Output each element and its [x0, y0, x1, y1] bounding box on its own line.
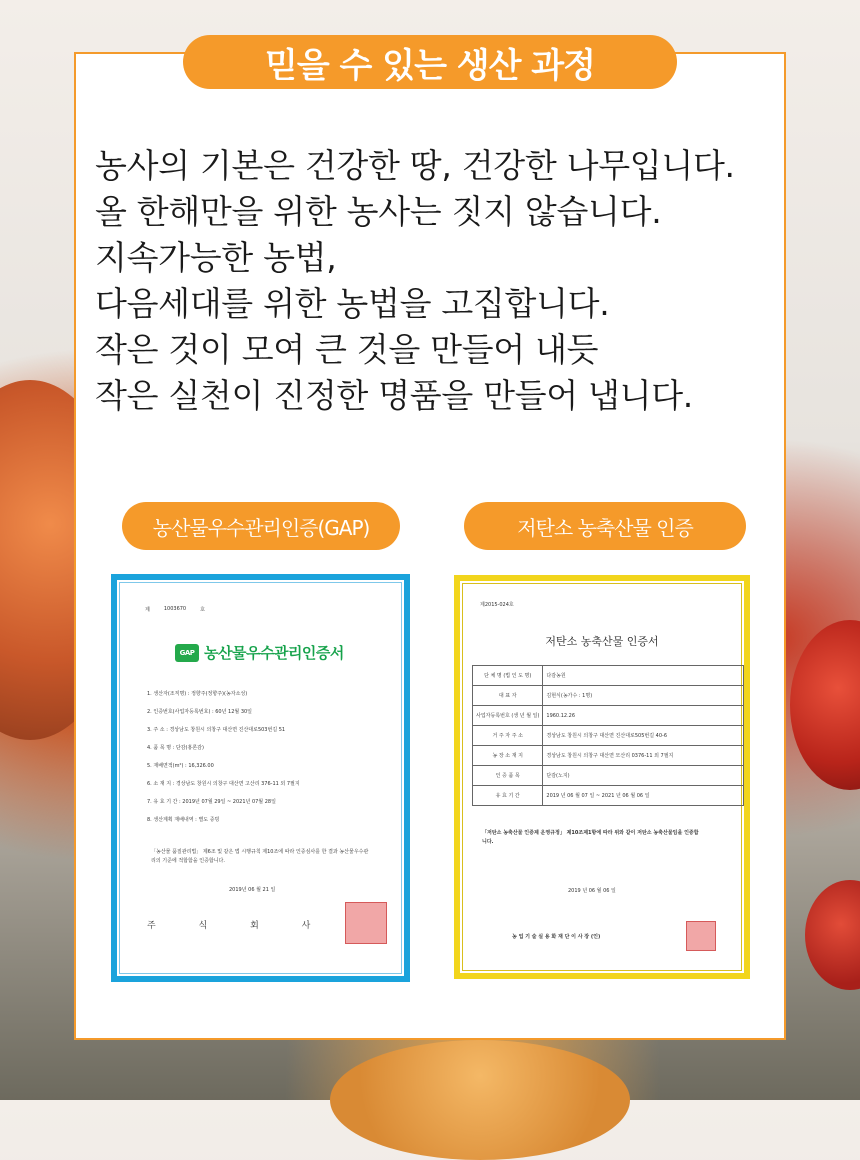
gap-cert-heading: 농산물우수관리인증서: [204, 644, 344, 662]
background-tomato-right-lower: [805, 880, 860, 990]
intro-line: 작은 것이 모여 큰 것을 만들어 내듯: [95, 330, 599, 369]
table-row: [473, 686, 744, 706]
cert-field: 1. 생산자(조직명) : 정향주(정향주)(농자소성): [147, 691, 248, 697]
intro-line: 지속가능한 농법,: [95, 238, 337, 277]
gap-cert-notice: 「농산물 품질관리법」 제6조 및 같은 법 시행규칙 제10조에 따라 인증심사를 한 결과 농산물우수관리의 기준에 적합함을 인증합니다.: [151, 849, 369, 864]
intro-line: 올 한해만을 위한 농사는 짓지 않습니다.: [95, 192, 662, 231]
table-row: [473, 726, 744, 746]
cert-field: 5. 재배면적(m²) : 16,326.00: [147, 763, 214, 769]
cert-field: 4. 품 목 명 : 단감(홍론감): [147, 745, 204, 751]
gap-certificate-image: [111, 574, 410, 982]
cert-field: 8. 생산계획 재배내역 : 별도 증빙: [147, 817, 220, 823]
table-row: [473, 786, 744, 806]
table-row: [473, 766, 744, 786]
background-tomato-right: [790, 620, 860, 790]
cert-number: 제2015-024호: [480, 602, 514, 608]
table-header-cell: 유 효 기 간: [473, 786, 543, 806]
table-row: [473, 666, 744, 686]
gap-cert-date: 2019년 06 월 21 일: [229, 887, 276, 893]
low-carbon-cert-date: 2019 년 06 월 06 일: [568, 888, 616, 894]
intro-line: 다음세대를 위한 농법을 고집합니다.: [95, 284, 610, 323]
table-cell: 1960.12.26: [543, 706, 744, 726]
table-cell: 단감(노지): [543, 766, 744, 786]
low-carbon-cert-notice: 「저탄소 농축산물 인증제 운영규정」 제10조제1항에 따라 위와 같이 저탄소 농축산물임을 인증합니다.: [482, 830, 699, 845]
intro-text: [95, 143, 785, 419]
table-cell: 다감농원: [543, 666, 744, 686]
cert-field: 7. 유 효 기 간 : 2019년 07월 29일 ~ 2021년 07월 28일: [147, 799, 276, 805]
table-header-cell: 대 표 자: [473, 686, 543, 706]
table-header-cell: 단 체 명 (법 인 도 명): [473, 666, 543, 686]
table-cell: 경상남도 창원시 의창구 대산면 모산리 0376-11 외 7필지: [543, 746, 744, 766]
table-cell: 경상남도 창원시 의창구 대산면 진산대로505번길 40-6: [543, 726, 744, 746]
gap-logo-icon: GAP: [175, 644, 199, 662]
gap-cert-heading-row: [175, 642, 344, 663]
low-carbon-cert-issuer: 농 업 기 술 실 용 화 재 단 이 사 장 (인): [512, 934, 601, 940]
cert-field: 3. 주 소 : 경상남도 창원시 의창구 대산면 진산대로503번길 51: [147, 727, 286, 733]
low-carbon-certificate-image: [454, 575, 750, 979]
seal-stamp-icon: [686, 921, 716, 951]
table-header-cell: 거 주 자 주 소: [473, 726, 543, 746]
low-carbon-cert-table: [472, 665, 744, 806]
gap-cert-issuer: 주 식 회 사: [147, 921, 331, 931]
cert-field: 2. 인증번호(사업자등록번호) : 60년 12월 30일: [147, 709, 253, 715]
intro-line: 작은 실천이 진정한 명품을 만들어 냅니다.: [95, 376, 693, 415]
table-cell: 2019 년 06 월 07 일 ~ 2021 년 06 월 06 일: [543, 786, 744, 806]
low-carbon-cert-label: 저탄소 농축산물 인증: [464, 502, 746, 550]
low-carbon-cert-heading: 저탄소 농축산물 인증서: [545, 635, 659, 648]
cert-number: 1003670: [163, 606, 187, 612]
cert-number-label: 제: [145, 607, 150, 613]
table-row: [473, 706, 744, 726]
cert-number-suffix: 호: [200, 607, 205, 613]
table-header-cell: 사업자등록번호 (생 년 월 일): [473, 706, 543, 726]
cert-field: 6. 소 재 지 : 경상남도 창원시 의창구 대산면 고산리 376-11 외 7필지: [147, 781, 300, 787]
background-fruit-bottom: [330, 1040, 630, 1160]
intro-line: 농사의 기본은 건강한 땅, 건강한 나무입니다.: [95, 146, 735, 185]
table-row: [473, 746, 744, 766]
section-title: 믿을 수 있는 생산 과정: [183, 35, 677, 89]
table-header-cell: 농 장 소 재 지: [473, 746, 543, 766]
table-cell: 김현식(농가수 : 1명): [543, 686, 744, 706]
gap-cert-fields: [147, 690, 337, 834]
seal-stamp-icon: [345, 902, 387, 944]
table-header-cell: 인 증 품 목: [473, 766, 543, 786]
gap-cert-label: 농산물우수관리인증(GAP): [122, 502, 400, 550]
